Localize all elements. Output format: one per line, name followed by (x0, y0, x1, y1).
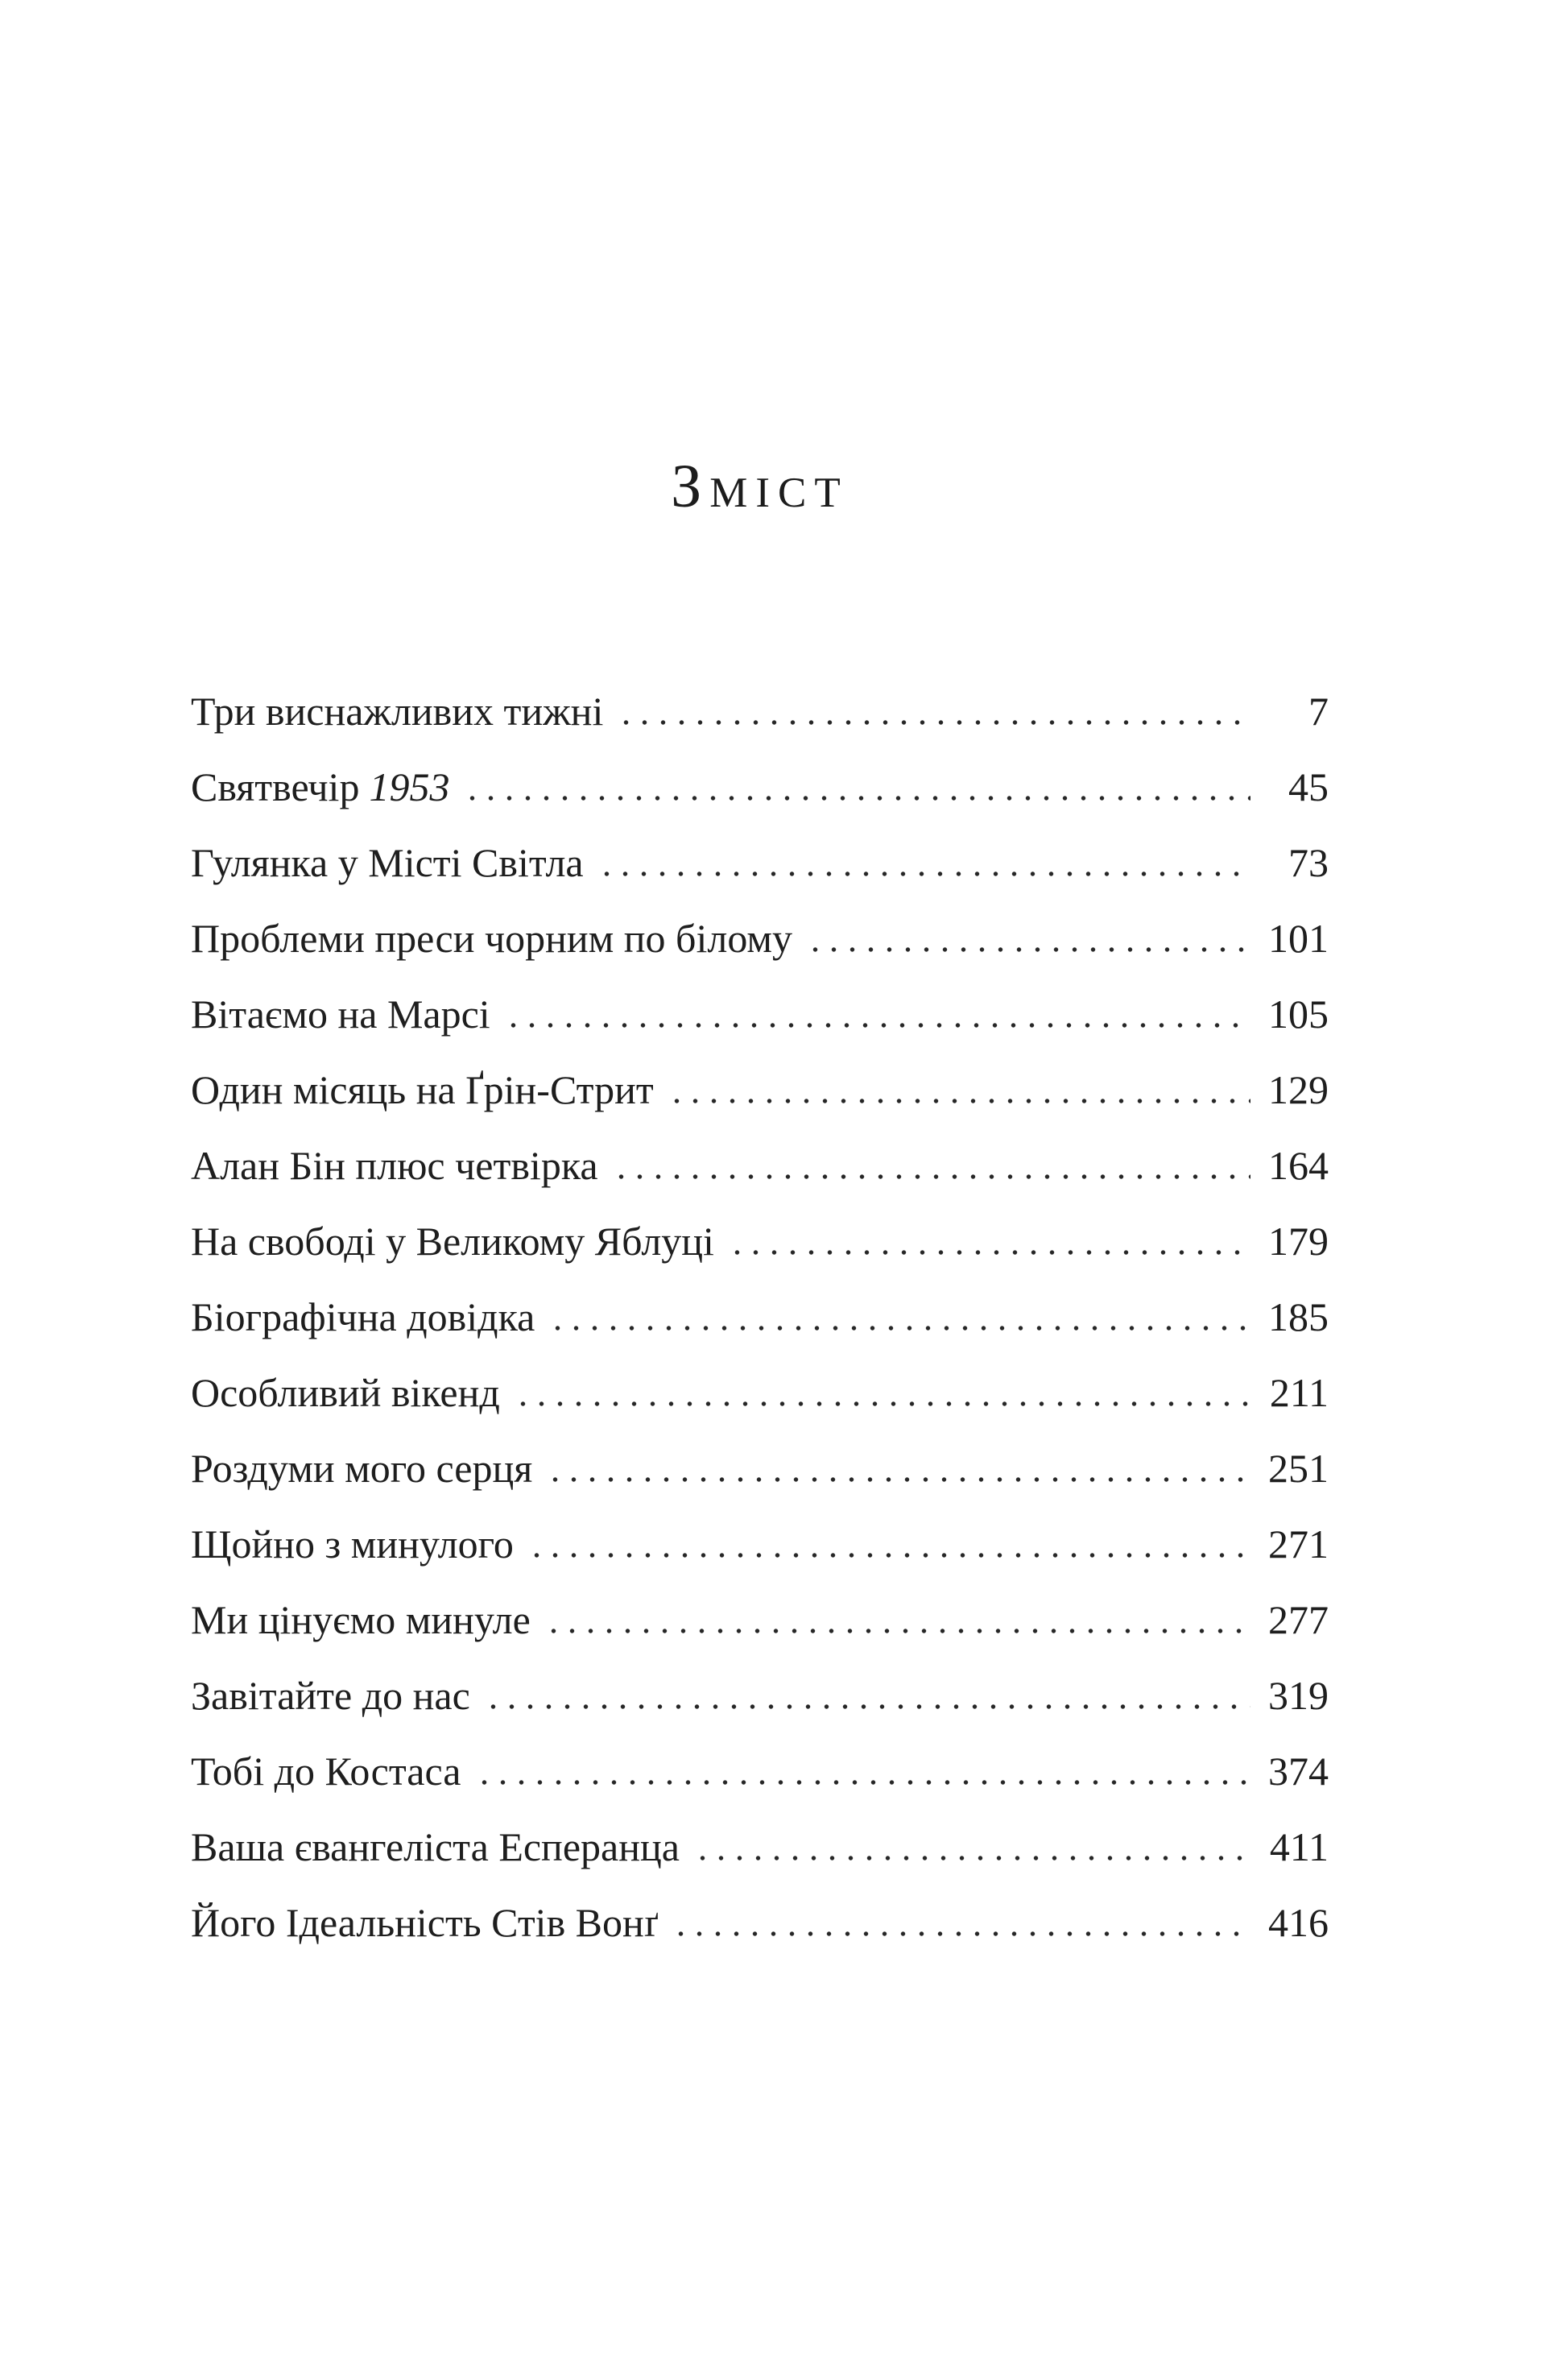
toc-row (191, 1430, 1329, 1506)
toc-entry-label: На свободі у Великому Яблуці (191, 1219, 714, 1264)
toc-row (191, 1506, 1329, 1582)
toc-entry-page: 277 (1268, 1597, 1329, 1642)
page-title: Зміст (671, 453, 849, 520)
toc-row (191, 825, 1329, 900)
toc-row (191, 1355, 1329, 1430)
dot-leader (511, 1401, 1250, 1406)
dot-leader (481, 1704, 1250, 1709)
dot-leader (472, 1780, 1251, 1785)
toc-entry-page: 164 (1268, 1143, 1329, 1188)
toc-row (191, 749, 1329, 825)
toc-entry-page: 7 (1308, 689, 1329, 734)
toc-row (191, 1809, 1329, 1885)
toc-entry-label: Біографічна довідка (191, 1294, 535, 1339)
toc-entry-label: Особливий вікенд (191, 1370, 500, 1415)
toc-row (191, 900, 1329, 976)
toc-row (191, 1658, 1329, 1733)
toc-entry-label: Тобі до Костаса (191, 1749, 461, 1794)
toc-entry-label: Один місяць на Ґрін-Стрит (191, 1067, 654, 1112)
toc-entry-page: 374 (1268, 1749, 1329, 1794)
toc-row (191, 1885, 1329, 1960)
toc-entry-label: Гулянка у Місті Світла (191, 840, 584, 885)
dot-leader (609, 1174, 1250, 1179)
dot-leader (541, 1629, 1250, 1633)
toc-entry-page: 185 (1268, 1294, 1329, 1339)
toc-entry-page: 45 (1288, 764, 1329, 809)
toc-entry-page: 101 (1268, 916, 1329, 961)
toc-entry-label: Роздуми мого серця (191, 1446, 533, 1491)
toc-row (191, 1128, 1329, 1203)
dot-leader (543, 1477, 1250, 1482)
toc-entry-page: 179 (1268, 1219, 1329, 1264)
toc-entry-label: Святвечір (191, 764, 360, 809)
dot-leader (594, 871, 1250, 876)
toc-row (191, 1733, 1329, 1809)
toc-entry-label: Його Ідеальність Стів Вонґ (191, 1900, 659, 1945)
toc-entry-year: 1953 (369, 764, 450, 809)
toc-row (191, 1279, 1329, 1355)
dot-leader (725, 1250, 1250, 1255)
toc-entry-label: Ми цінуємо минуле (191, 1597, 531, 1642)
toc-entry-label: Три виснажливих тижні (191, 689, 604, 734)
toc-entry-label: Завітайте до нас (191, 1673, 470, 1718)
dot-leader (524, 1553, 1250, 1558)
toc-entry-page: 416 (1268, 1900, 1329, 1945)
toc-entry-label: Проблеми преси чорним по білому (191, 916, 793, 961)
toc-row (191, 976, 1329, 1052)
toc-entry-label: Вітаємо на Марсі (191, 991, 490, 1037)
toc-entry-page: 319 (1268, 1673, 1329, 1718)
dot-leader (664, 1099, 1250, 1103)
toc-row (191, 673, 1329, 749)
dot-leader (545, 1326, 1250, 1331)
toc-entry-page: 271 (1268, 1521, 1329, 1567)
toc-entry-page: 411 (1269, 1824, 1329, 1869)
toc-entry-page: 73 (1288, 840, 1329, 885)
dot-leader (501, 1023, 1250, 1028)
dot-leader (614, 720, 1250, 725)
toc-entry-page: 105 (1268, 991, 1329, 1037)
dot-leader (460, 796, 1250, 801)
toc-entry-page: 211 (1269, 1370, 1329, 1415)
toc-row (191, 1203, 1329, 1279)
toc-row (191, 1582, 1329, 1658)
toc-entry-label: Ваша євангеліста Есперанца (191, 1824, 680, 1869)
toc-row (191, 1052, 1329, 1128)
dot-leader (690, 1856, 1250, 1861)
toc-entry-label: Алан Бін плюс четвірка (191, 1143, 598, 1188)
dot-leader (668, 1931, 1250, 1936)
toc-entry-label: Щойно з минулого (191, 1521, 514, 1567)
dot-leader (803, 947, 1250, 952)
toc-entry-page: 129 (1268, 1067, 1329, 1112)
toc-entry-page: 251 (1268, 1446, 1329, 1491)
toc-list (191, 673, 1329, 1960)
